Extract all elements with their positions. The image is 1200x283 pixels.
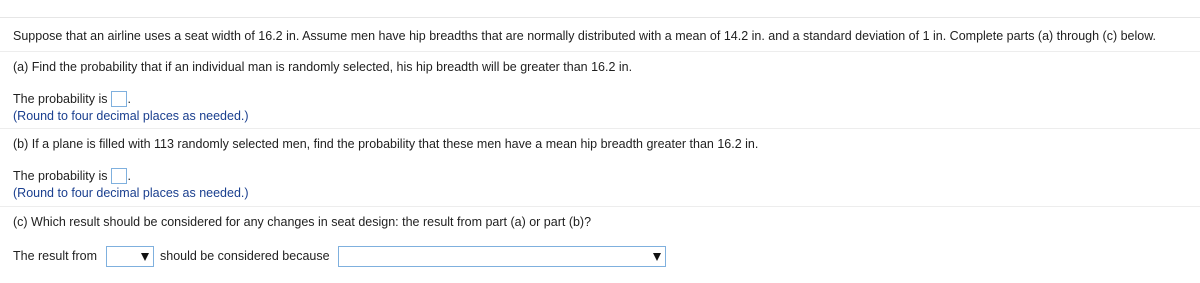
- part-c-prompt: (c) Which result should be considered for any changes in seat design: the result from part (a) or part (b)?: [13, 215, 592, 229]
- part-b-hint: (Round to four decimal places as needed.): [13, 186, 249, 200]
- part-b-prompt: (b) If a plane is filled with 113 randomly selected men, find the probability that these men have a mean hip breadth greater than 16.2 in.: [13, 137, 759, 151]
- divider: [0, 51, 1200, 52]
- question-intro: Suppose that an airline uses a seat width of 16.2 in. Assume men have hip breadths that are normally distributed with a mean of 14.2 in. and a standard deviation of 1 in. Complete parts (a) through (c) below.: [13, 29, 1157, 43]
- divider: [0, 128, 1200, 129]
- part-b-answer-input[interactable]: [111, 168, 127, 184]
- part-c-label-before: The result from: [13, 249, 98, 263]
- part-a-period: .: [127, 92, 131, 106]
- triangle-down-icon: [653, 253, 661, 261]
- part-c-dropdown-part[interactable]: [106, 246, 154, 267]
- part-b-answer-row: [13, 168, 131, 184]
- part-c-dropdown-reason[interactable]: [338, 246, 666, 267]
- triangle-down-icon: [141, 253, 149, 261]
- part-b-period: .: [127, 169, 131, 183]
- part-a-answer-label: The probability is: [13, 92, 108, 106]
- part-a-answer-row: [13, 91, 131, 107]
- divider: [0, 206, 1200, 207]
- part-a-answer-input[interactable]: [111, 91, 127, 107]
- part-a-prompt: (a) Find the probability that if an individual man is randomly selected, his hip breadth will be greater than 16.2 in.: [13, 60, 633, 74]
- top-divider: [0, 17, 1200, 18]
- part-b-answer-label: The probability is: [13, 169, 108, 183]
- part-c-label-middle: should be considered because: [160, 249, 330, 263]
- part-a-hint: (Round to four decimal places as needed.): [13, 109, 249, 123]
